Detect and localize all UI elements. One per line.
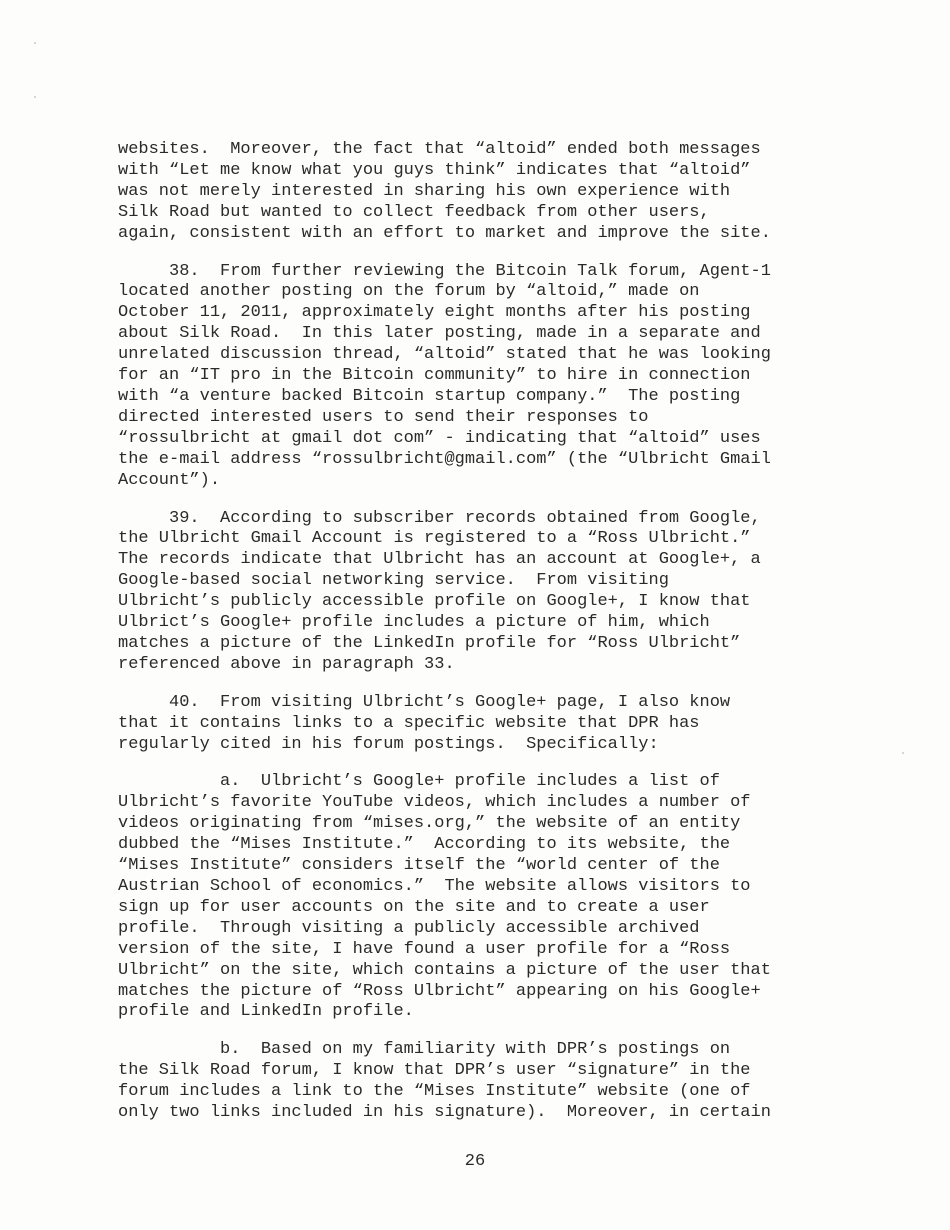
text-line: was not merely interested in sharing his own experience with [118,181,731,201]
paragraph-para-39 [118,509,838,676]
text-line: Silk Road but wanted to collect feedback from other users, [118,202,710,222]
paragraph-para-40a [118,772,838,1023]
text-line: only two links included in his signature). Moreover, in certain [118,1103,771,1123]
text-line: with “Let me know what you guys think” indicates that “altoid” [118,160,751,180]
text-line: 38. From further reviewing the Bitcoin Talk forum, Agent-1 [118,261,771,281]
text-line: “Mises Institute” considers itself the “world center of the [118,856,720,876]
text-line: about Silk Road. In this later posting, made in a separate and [118,324,761,344]
text-line: for an “IT pro in the Bitcoin community” to hire in connection [118,366,751,386]
text-line: located another posting on the forum by “altoid,” made on [118,282,700,302]
page-number: 26 [464,1152,486,1171]
text-line: videos originating from “mises.org,” the website of an entity [118,814,741,834]
text-line: 39. According to subscriber records obtained from Google, [118,508,761,528]
text-line: forum includes a link to the “Mises Institute” website (one of [118,1082,751,1102]
text-line: The records indicate that Ulbricht has an account at Google+, a [118,550,761,570]
text-line: Account”). [118,470,221,490]
text-line: profile and LinkedIn profile. [118,1002,414,1022]
text-line: 40. From visiting Ulbricht’s Google+ page, I also know [118,692,731,712]
text-line: Ulbricht’s favorite YouTube videos, which includes a number of [118,793,751,813]
text-line: a. Ulbricht’s Google+ profile includes a list of [118,772,720,792]
text-line: October 11, 2011, approximately eight months after his posting [118,303,751,323]
document-body [118,140,838,1141]
text-line: Google-based social networking service. From visiting [118,571,669,591]
text-line: regularly cited in his forum postings. Specifically: [118,734,659,754]
text-line: that it contains links to a specific website that DPR has [118,713,700,733]
scan-speck [34,96,36,98]
paragraph-para-38 [118,262,838,492]
text-line: directed interested users to send their responses to [118,407,649,427]
text-line: Ulbrict’s Google+ profile includes a picture of him, which [118,613,710,633]
text-line: matches the picture of “Ross Ulbricht” appearing on his Google+ [118,981,761,1001]
scan-speck [34,42,36,44]
text-line: Ulbricht” on the site, which contains a picture of the user that [118,960,771,980]
paragraph-continuation [118,140,838,245]
text-line: b. Based on my familiarity with DPR’s postings on [118,1040,731,1060]
text-line: the Silk Road forum, I know that DPR’s user “signature” in the [118,1061,751,1081]
text-line: Austrian School of economics.” The website allows visitors to [118,877,751,896]
text-line: profile. Through visiting a publicly accessible archived [118,918,700,938]
text-line: “rossulbricht at gmail dot com” - indicating that “altoid” uses [118,428,761,448]
text-line: sign up for user accounts on the site and to create a user [118,897,710,917]
scan-speck [902,752,904,754]
text-line: the Ulbricht Gmail Account is registered to a “Ross Ulbricht.” [118,529,751,549]
text-line: version of the site, I have found a user profile for a “Ross [118,939,731,959]
paragraph-para-40 [118,693,838,756]
text-line: again, consistent with an effort to market and improve the site. [118,223,771,243]
text-line: the e-mail address “rossulbricht@gmail.com” (the “Ulbricht Gmail [118,449,771,469]
text-line: unrelated discussion thread, “altoid” stated that he was looking [118,345,771,365]
text-line: with “a venture backed Bitcoin startup company.” The posting [118,386,741,406]
paragraph-para-40b [118,1040,838,1124]
text-line: referenced above in paragraph 33. [118,654,455,674]
text-line: Ulbricht’s publicly accessible profile on Google+, I know that [118,592,751,612]
text-line: dubbed the “Mises Institute.” According to its website, the [118,835,731,855]
text-line: matches a picture of the LinkedIn profile for “Ross Ulbricht” [118,633,741,653]
text-line: websites. Moreover, the fact that “altoid” ended both messages [118,140,761,159]
